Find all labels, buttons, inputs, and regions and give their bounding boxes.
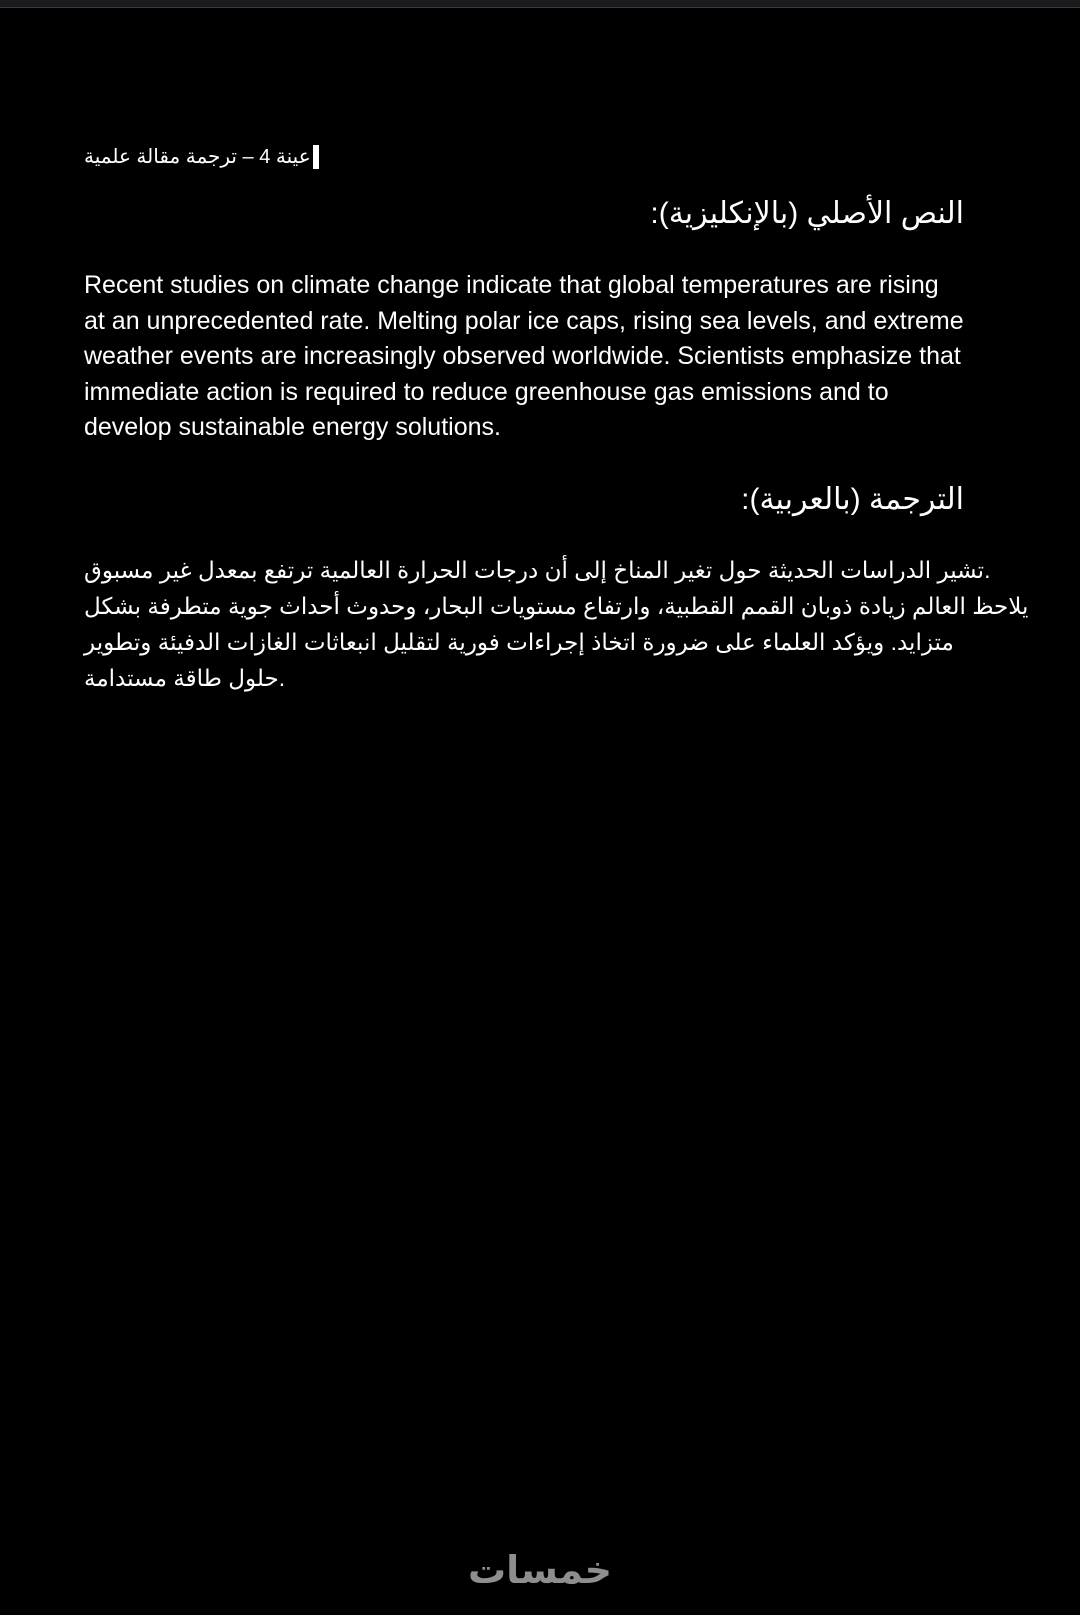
translation-line: حلول طاقة مستدامة. (84, 664, 286, 691)
translation-line: تشير الدراسات الحديثة حول تغير المناخ إلى أن درجات الحرارة العالمية ترتفع بمعدل غير مسبوق. (84, 556, 991, 583)
text-cursor (313, 145, 319, 169)
sample-title-text: عينة 4 – ترجمة مقالة علمية (84, 146, 311, 168)
original-text-heading: النص الأصلي (بالإنكليزية): (650, 197, 964, 230)
translation-line: متزايد. ويؤكد العلماء على ضرورة اتخاذ إجراءات فورية لتقليل انبعاثات الغازات الدفيئة وتطوير (84, 628, 954, 655)
top-window-bar (0, 0, 1080, 8)
translation-heading: الترجمة (بالعربية): (741, 482, 964, 516)
original-english-paragraph: Recent studies on climate change indicate that global temperatures are rising at an unprecedented rate. Melting polar ice caps, rising sea levels, and extreme weather events are increasingly observed worldwide. Scientists emphasize that immediate action is required to reduce greenhouse gas emissions and to develop sustainable energy solutions. (84, 271, 964, 442)
arabic-translation-paragraph (84, 552, 1029, 696)
sample-title (84, 142, 964, 172)
document-body (84, 142, 1029, 696)
khamsat-watermark-logo: خمسات (468, 1548, 612, 1592)
translation-line: يلاحظ العالم زيادة ذوبان القمم القطبية، وارتفاع مستويات البحار، وحدوث أحداث جوية متطرفة بشكل (84, 592, 1029, 619)
